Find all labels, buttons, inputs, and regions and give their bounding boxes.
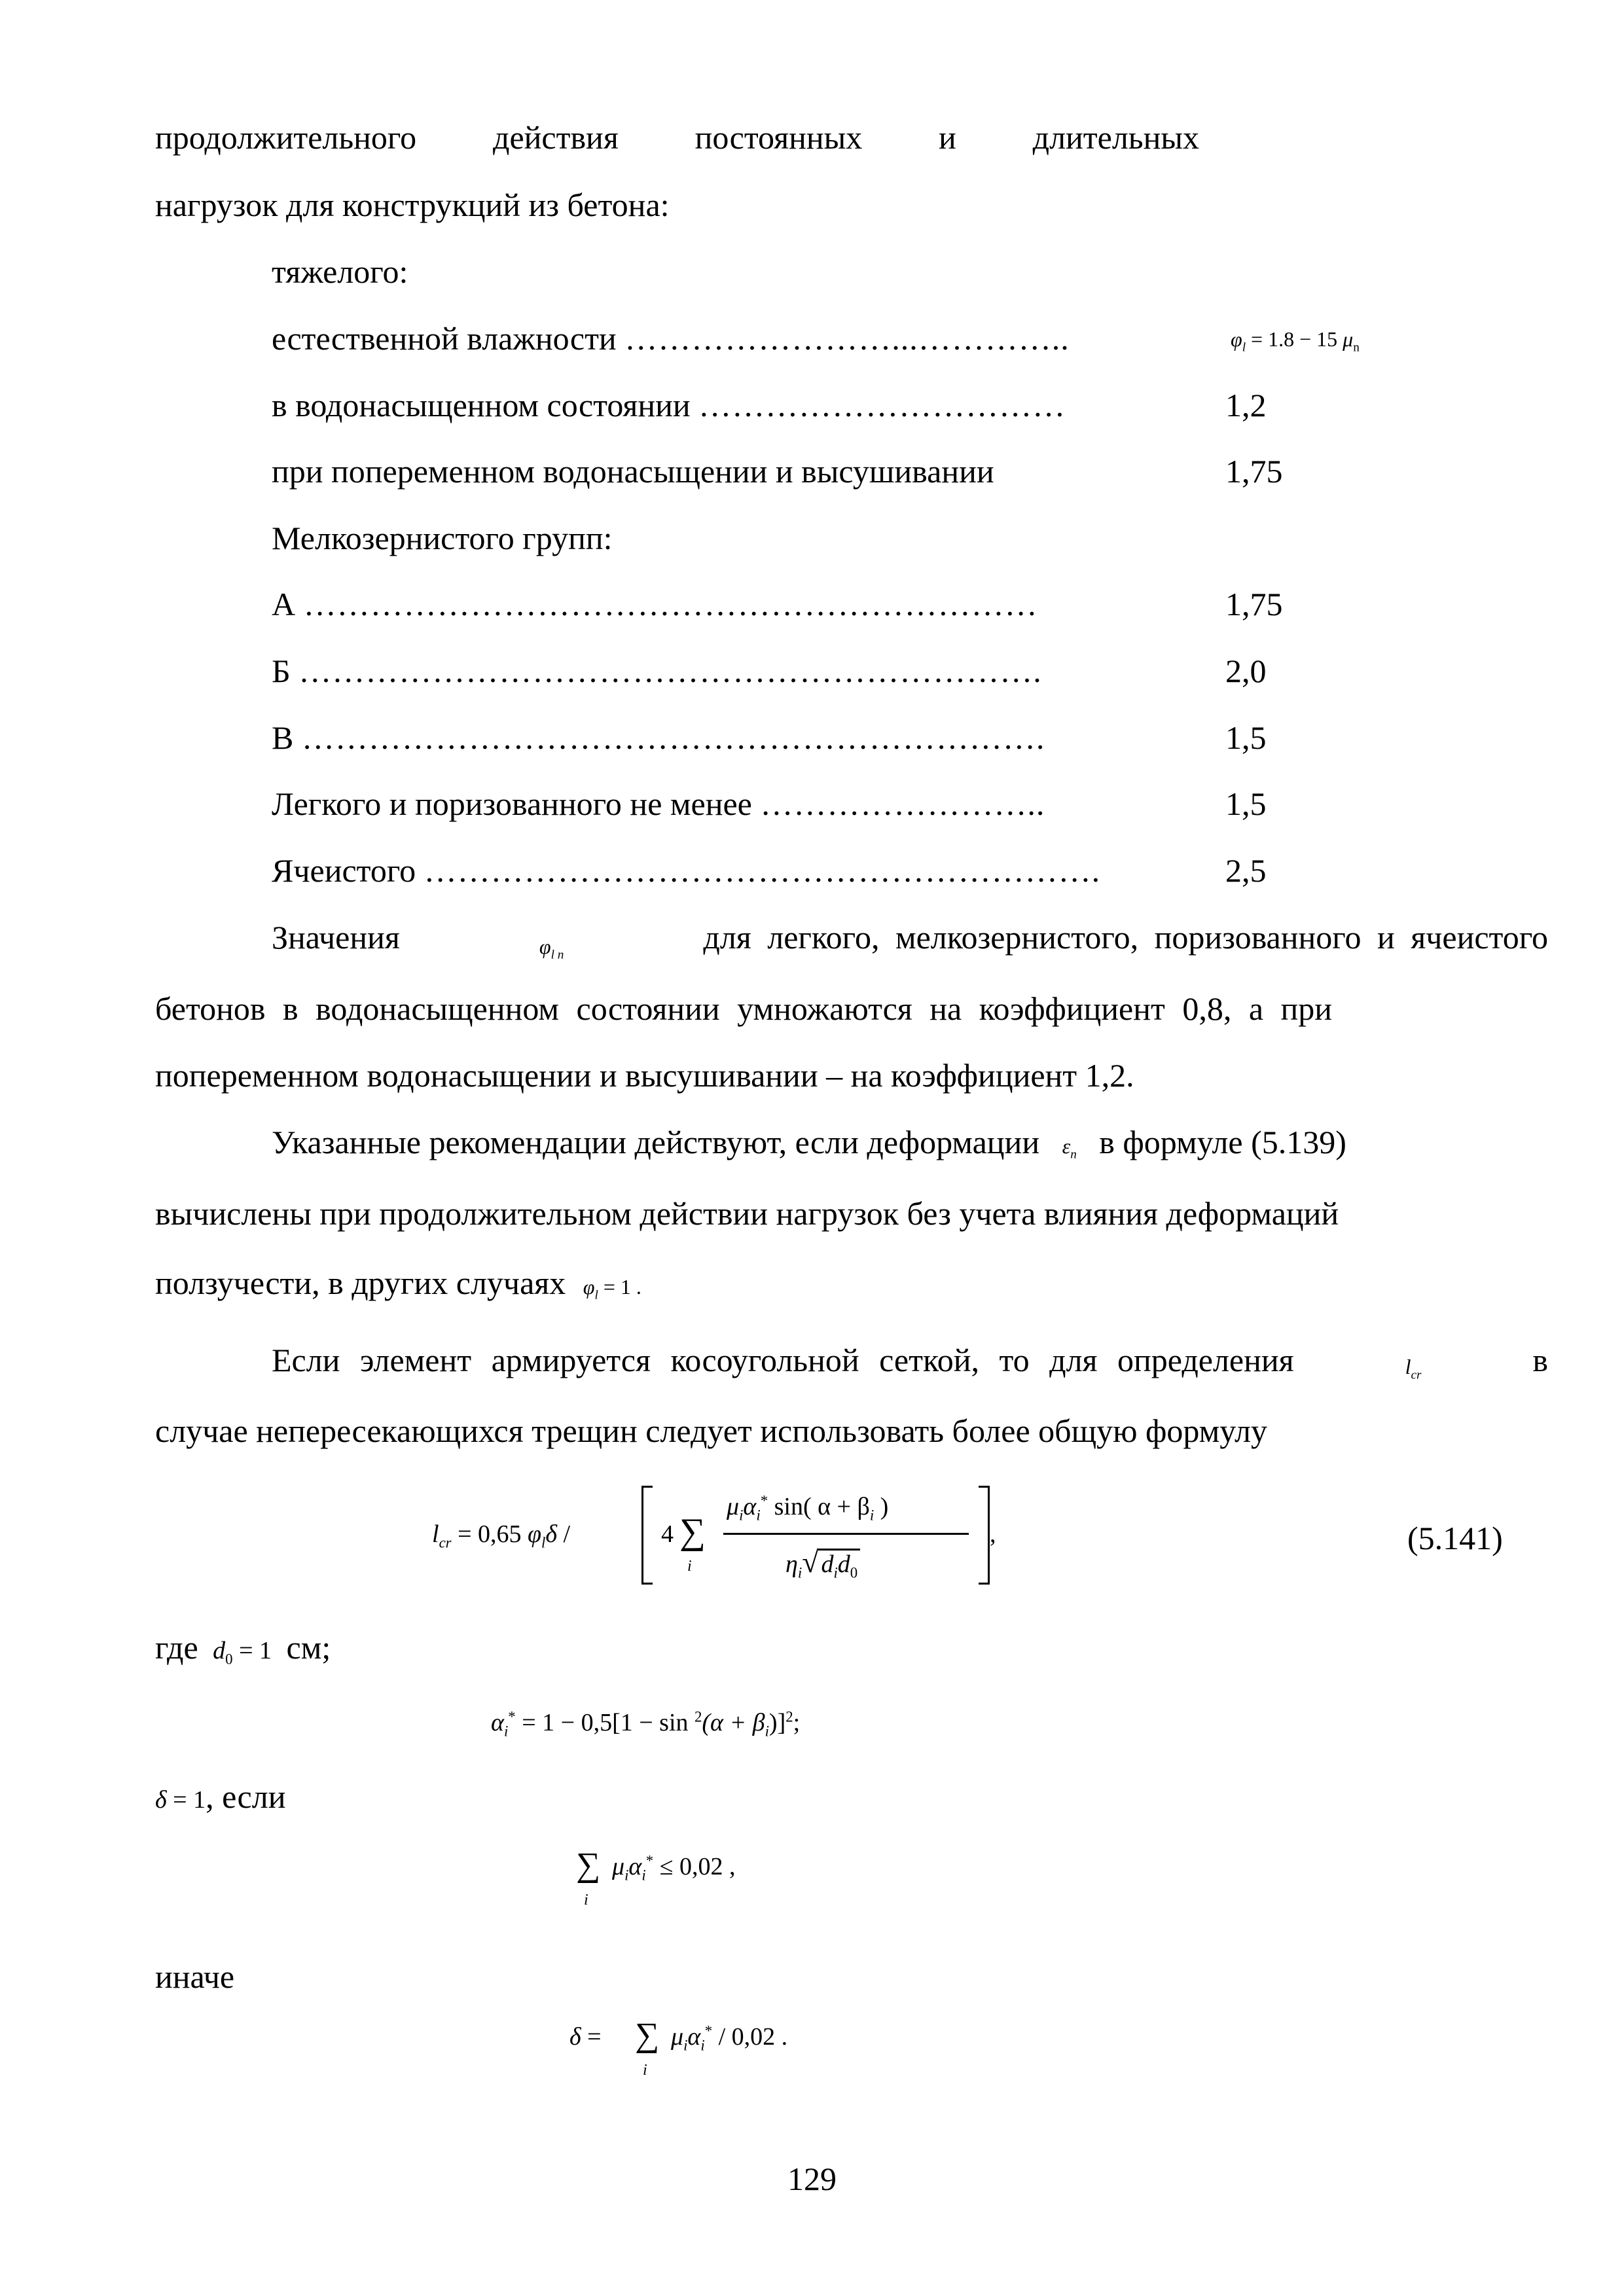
symbol-phi: φ: [528, 1520, 542, 1548]
page-number: 129: [787, 2161, 837, 2197]
leader-dots: ………………………………………………………….: [298, 653, 1042, 689]
inline-formula-phi-ln: [539, 918, 564, 975]
sub: l: [1242, 340, 1246, 355]
item-label: А: [272, 586, 304, 622]
sub: i: [700, 2037, 705, 2054]
sup: *: [760, 1492, 768, 1509]
numerator: [727, 1492, 888, 1524]
sub: i: [683, 2037, 688, 2054]
value: 1,5: [1225, 719, 1267, 756]
sub: l: [594, 1288, 598, 1302]
sqrt-sign: √: [802, 1545, 819, 1579]
symbol-delta: δ: [545, 1520, 558, 1548]
symbol-d: d: [213, 1637, 226, 1664]
where-line: [155, 1628, 331, 1679]
text-line-1: [155, 118, 1199, 157]
fraction-bar: [723, 1533, 969, 1535]
item-label: Ячеистого: [272, 852, 424, 889]
sub: i: [739, 1507, 744, 1524]
sub: n: [1353, 340, 1360, 355]
right-bracket: [979, 1486, 990, 1585]
comma: ,: [990, 1520, 996, 1548]
item-label: В: [272, 719, 302, 756]
text: для легкого, мелкозернистого, поризованного и ячеистого: [703, 919, 1548, 956]
word: и: [939, 119, 956, 156]
paragraph-1-line-3: попеременном водонасыщении и высушивании – на коэффициент 1,2.: [155, 1057, 1134, 1094]
sub: l: [541, 1534, 546, 1551]
sub: i: [756, 1507, 761, 1524]
symbol-phi: φ: [583, 1275, 595, 1299]
sigma: ∑: [679, 1511, 706, 1552]
symbol-d: d: [821, 1551, 834, 1578]
symbol-delta: δ: [569, 2023, 581, 2051]
list-item-natural-moisture: [272, 319, 1070, 358]
leader-dots: …………………………………………………….: [424, 852, 1101, 889]
formula-text: ): [874, 1493, 889, 1520]
text: , если: [206, 1778, 286, 1815]
text: где: [155, 1629, 198, 1666]
formula-text: / 0,02 .: [712, 2023, 788, 2051]
paragraph-2-line-3: [155, 1263, 641, 1315]
inline-formula-eps: [1062, 1134, 1077, 1162]
formula-text: =: [581, 2023, 602, 2051]
sub: cr: [439, 1534, 452, 1551]
formula-5-141: [432, 1479, 996, 1590]
sigma: ∑: [635, 2017, 660, 2054]
sup: 2: [695, 1708, 702, 1725]
symbol-phi: φ: [539, 935, 551, 958]
formula-text: (α + β: [702, 1709, 765, 1736]
lhs: [432, 1520, 570, 1552]
equation-number: (5.141): [1407, 1520, 1503, 1556]
symbol-alpha: α: [628, 1853, 642, 1880]
delta-body: [671, 2022, 787, 2054]
text: ползучести, в других случаях: [155, 1265, 566, 1301]
word: продолжительного: [155, 119, 417, 156]
paragraph-1-line-2: бетонов в водонасыщенном состоянии умножаются на коэффициент 0,8, а при: [155, 990, 1333, 1027]
word: постоянных: [695, 119, 863, 156]
value: 1,2: [1225, 387, 1267, 423]
formula-text: = 1.8 − 15: [1246, 327, 1343, 351]
symbol-delta: δ: [155, 1786, 167, 1814]
inline-formula-lcr: [1405, 1340, 1422, 1395]
formula-delta-else: [569, 2016, 962, 2088]
sub: l n: [550, 948, 564, 962]
list-item-group-b: [272, 651, 1042, 691]
condition-body: [612, 1852, 735, 1884]
inline-formula-phi-eq-1: [583, 1275, 641, 1302]
sup: *: [704, 2022, 713, 2039]
value: 1,75: [1225, 453, 1283, 490]
sub: i: [869, 1507, 875, 1524]
list-item-alternating: при попеременном водонасыщении и высушивании: [272, 453, 994, 490]
text: Если элемент армируется косоугольной сеткой, то для определения: [272, 1342, 1294, 1378]
leader-dots: ……………………...…………..: [624, 320, 1070, 357]
symbol-alpha: α: [491, 1709, 504, 1736]
sub: i: [765, 1723, 769, 1740]
delta-if-line: [155, 1777, 285, 1820]
sub: 0: [225, 1651, 233, 1668]
value: 2,5: [1225, 852, 1267, 889]
four: 4: [661, 1520, 674, 1548]
symbol-l: l: [1405, 1355, 1411, 1378]
inline-formula-delta: [155, 1786, 206, 1814]
formula-text: = 1 − 0,5[1 − sin: [515, 1709, 695, 1736]
symbol-mu: μ: [671, 2023, 684, 2051]
formula-text: ≤ 0,02 ,: [653, 1853, 736, 1880]
denominator: [785, 1545, 860, 1582]
value: 1,75: [1225, 586, 1283, 622]
paragraph-2-line-1: [272, 1122, 1346, 1174]
else-line: иначе: [155, 1958, 235, 1995]
paragraph-3-line-1: [272, 1340, 1548, 1395]
formula-text: = 1: [232, 1637, 272, 1664]
symbol-l: l: [432, 1520, 439, 1548]
formula-phi-natural: [1231, 327, 1360, 355]
formula-alpha: [491, 1708, 800, 1740]
text: в: [1532, 1342, 1548, 1378]
word: действия: [493, 119, 619, 156]
leader-dots: …………………………………………………………: [303, 586, 1038, 622]
sigma-sub: i: [643, 2062, 647, 2079]
formula-text: = 0,65: [451, 1520, 528, 1548]
sub: n: [1070, 1147, 1077, 1162]
item-label: в водонасыщенном состоянии: [272, 387, 699, 423]
text: Значения: [272, 919, 400, 956]
paragraph-3-line-2: случае непересекающихся трещин следует использовать более общую формулу: [155, 1412, 1267, 1449]
list-item-cellular: [272, 851, 1100, 890]
formula-text: = 1 .: [598, 1275, 641, 1299]
value: 2,0: [1225, 653, 1267, 689]
delta-lhs: [569, 2022, 602, 2051]
sup: *: [645, 1852, 654, 1869]
list-item-light: [272, 784, 1045, 823]
sup: *: [508, 1708, 516, 1725]
list-heading-heavy: тяжелого:: [272, 253, 408, 290]
text: Указанные рекомендации действуют, если деформации: [272, 1124, 1040, 1160]
text: см;: [286, 1629, 331, 1666]
symbol-mu: μ: [1343, 327, 1354, 351]
formula-condition: [576, 1846, 903, 1918]
symbol-mu: μ: [612, 1853, 625, 1880]
sigma-sub: i: [687, 1558, 692, 1575]
symbol-eps: ε: [1062, 1134, 1071, 1158]
sub: i: [797, 1564, 803, 1581]
symbol-eta: η: [785, 1551, 798, 1578]
paragraph-1-line-1: [272, 918, 1548, 975]
text: в формуле (5.139): [1099, 1124, 1346, 1160]
symbol-alpha: α: [743, 1493, 757, 1520]
symbol-mu: μ: [727, 1493, 740, 1520]
symbol-phi: φ: [1231, 327, 1242, 351]
sub: i: [503, 1723, 509, 1740]
word: длительных: [1032, 119, 1199, 156]
sup: 2: [785, 1708, 793, 1725]
paragraph-2-line-2: вычислены при продолжительном действии нагрузок без учета влияния деформаций: [155, 1195, 1339, 1232]
symbol-alpha: α: [687, 2023, 701, 2051]
sqrt-body: [818, 1549, 860, 1581]
list-item-saturated: [272, 386, 1066, 425]
item-label: Легкого и поризованного не менее: [272, 785, 761, 822]
formula-text: sin( α + β: [768, 1493, 870, 1520]
sigma: ∑: [576, 1846, 601, 1884]
item-label: Б: [272, 653, 299, 689]
sub: 0: [850, 1564, 858, 1581]
leader-dots: ……………………………: [698, 387, 1066, 423]
text-line-2: нагрузок для конструкций из бетона:: [155, 187, 670, 223]
sub: cr: [1411, 1368, 1422, 1382]
formula-text: = 1: [166, 1786, 206, 1814]
value: 1,5: [1225, 785, 1267, 822]
list-item-group-a: [272, 584, 1038, 624]
sub: i: [833, 1564, 838, 1581]
leader-dots: ………………………………………………………….: [301, 719, 1045, 756]
sub: i: [641, 1867, 646, 1884]
left-bracket: [641, 1486, 653, 1585]
formula-text: /: [557, 1520, 571, 1548]
sub: i: [624, 1867, 629, 1884]
symbol-d: d: [837, 1551, 850, 1578]
formula-text: )]: [768, 1709, 786, 1736]
sigma-sub: i: [584, 1892, 588, 1909]
formula-text: ;: [793, 1709, 801, 1736]
list-item-group-v: [272, 718, 1045, 757]
list-heading-fine-grained: Мелкозернистого групп:: [272, 520, 613, 556]
inline-formula-d0: [213, 1637, 272, 1668]
item-label: естественной влажности: [272, 320, 625, 357]
leader-dots: ……………………..: [760, 785, 1045, 822]
